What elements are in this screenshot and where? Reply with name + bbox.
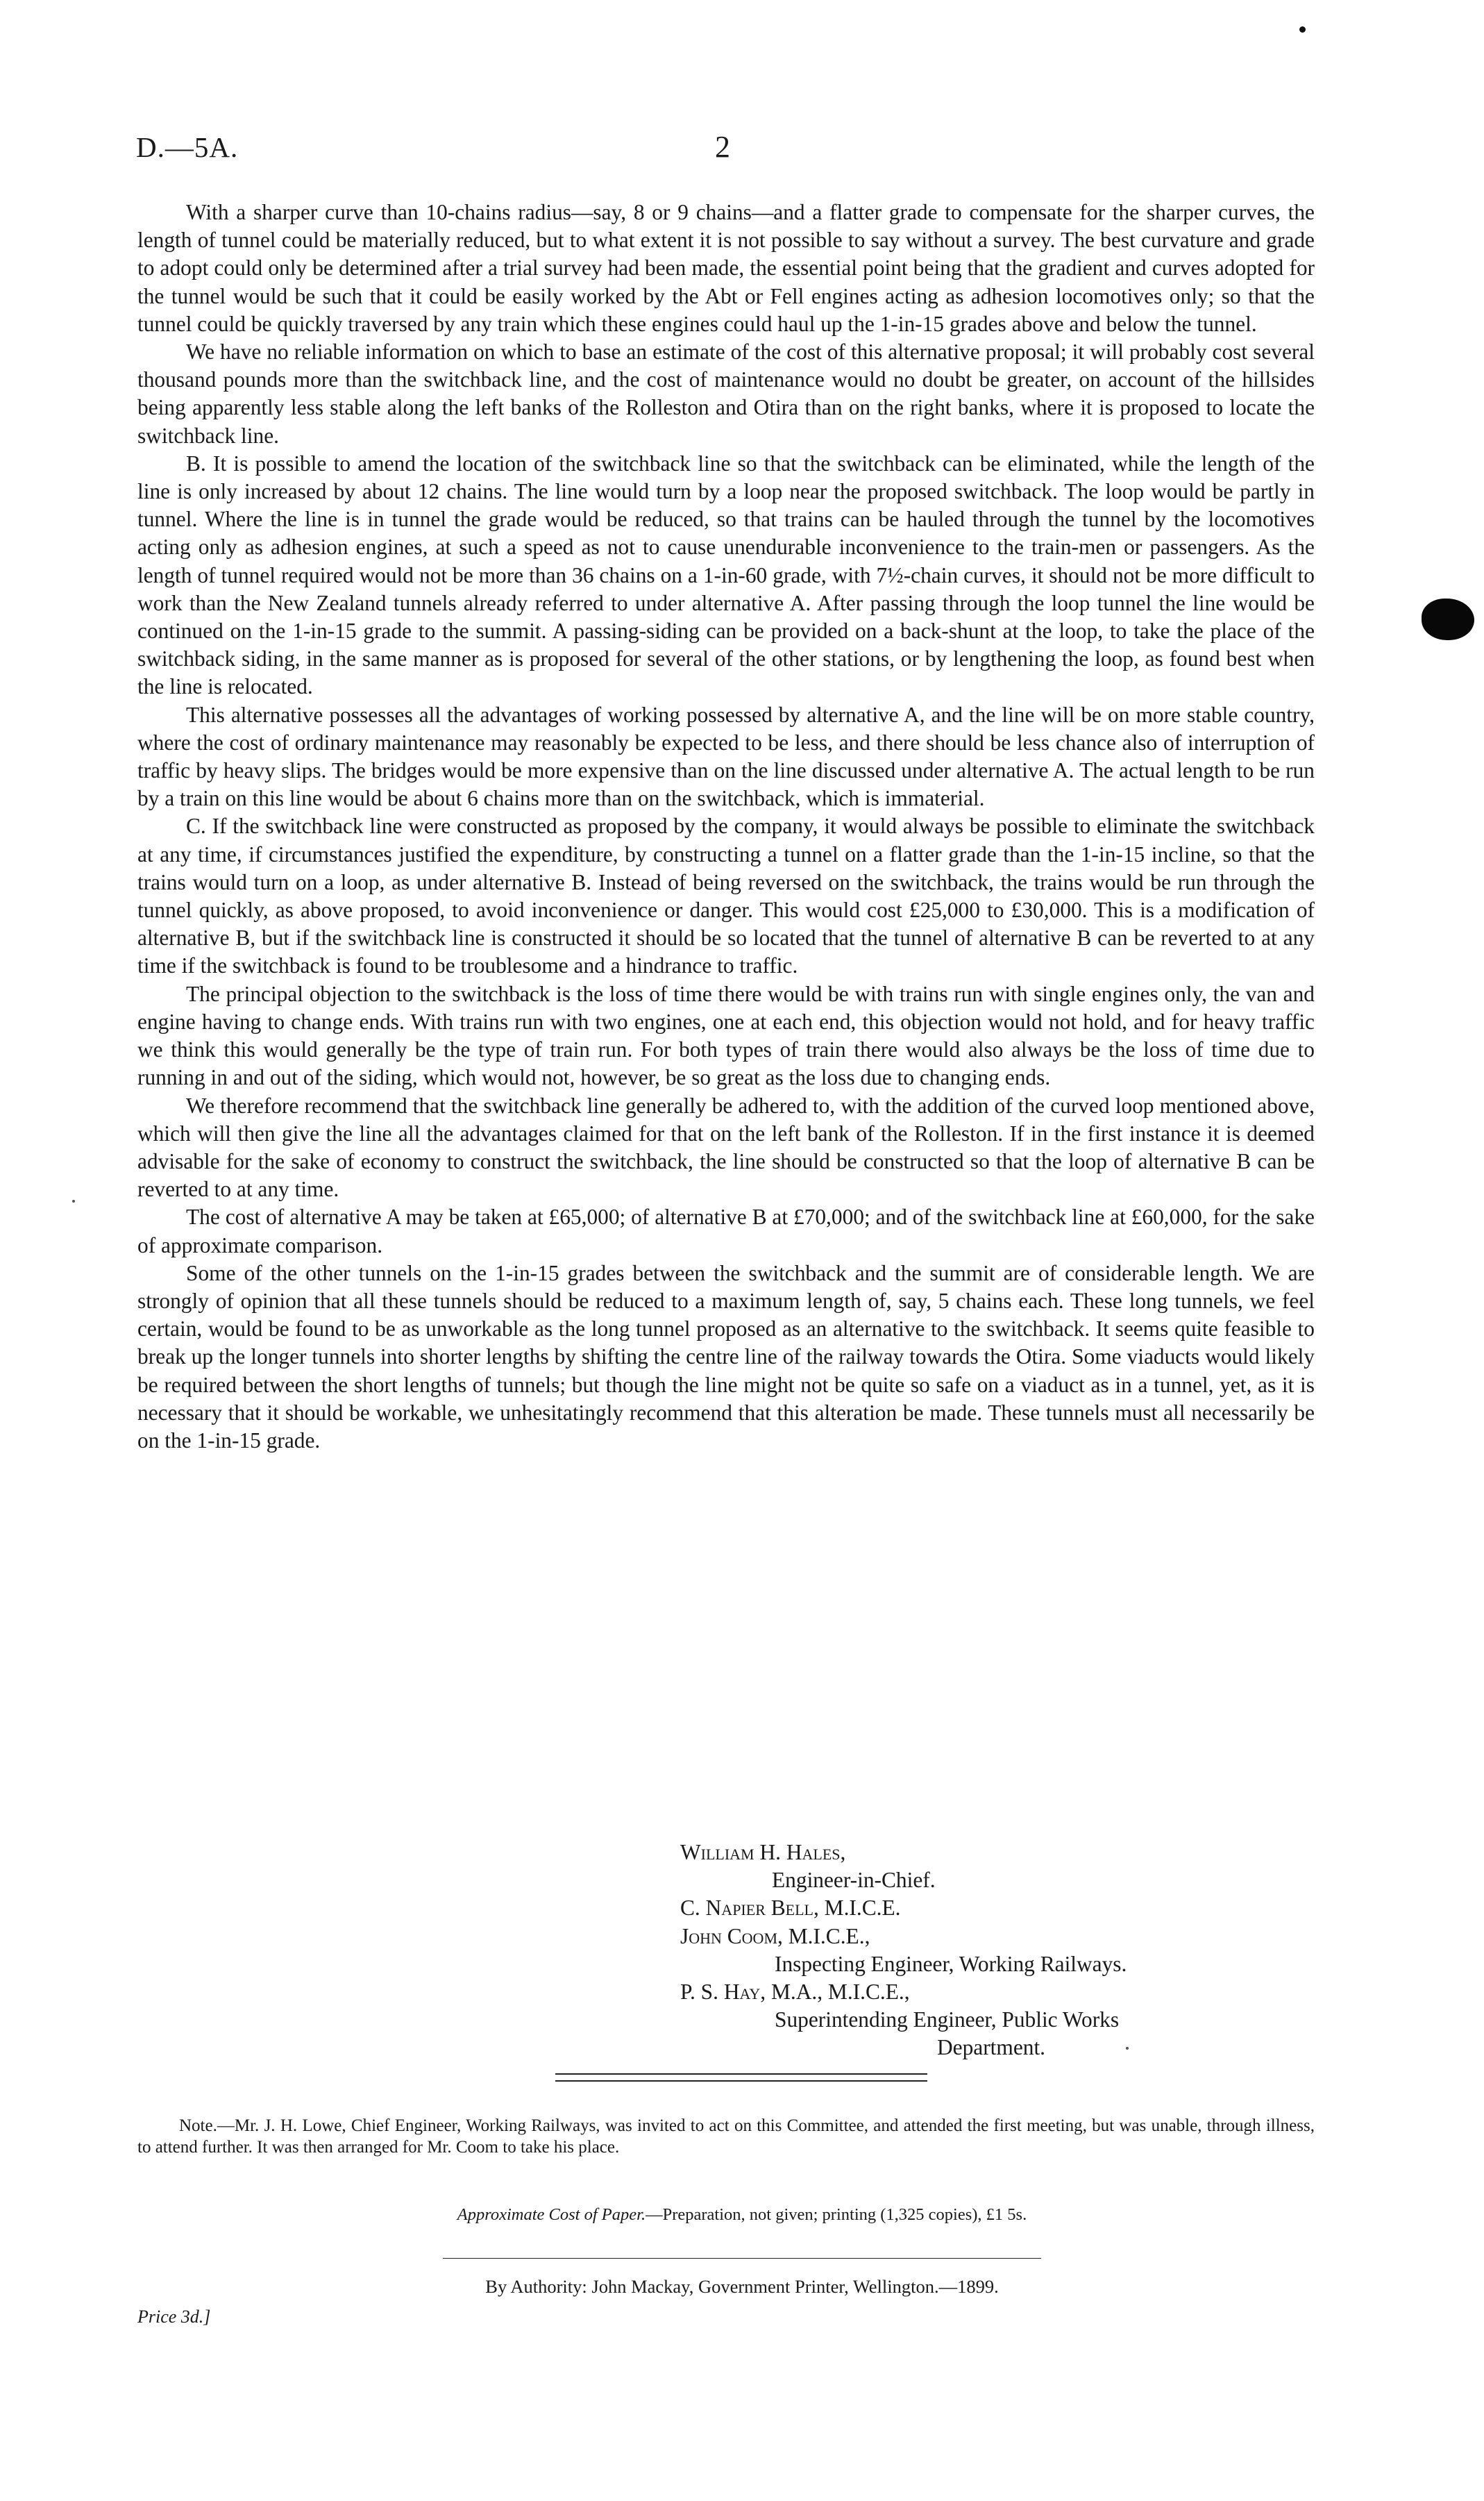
signatory-hay-title: Superintending Engineer, Public Works (775, 2007, 1120, 2032)
printer-authority: By Authority: John Mackay, Government Printer, Wellington.—1899. (485, 2276, 999, 2297)
paragraph-cost-comparison: The cost of alternative A may be taken at £65,000; of alternative B at £70,000; and of the switchback line at £60,000, for the sake of approximate comparison. (137, 1205, 1315, 1257)
signatory-hay-title-cont: Department. (937, 2035, 1046, 2060)
document-reference: D.—5A. (136, 131, 239, 163)
paragraph-sharper-curve: With a sharper curve than 10-chains radius—say, 8 or 9 chains—and a flatter grade to compensate for the sharper curves, the length of tunnel could be materially reduced, but to what extent it is not possible to say without a survey. The best curvature and grade to adopt could only be determined after a trial survey had been made, the essential point being that the gradient and curves adopted for the tunnel would be such that it could be easily worked by the Abt or Fell engines acting as adhesion locomotives only; so that the tunnel could be quickly traversed by any train which these engines could haul up the 1-in-15 grades above and below the tunnel. (137, 200, 1315, 336)
signatory-hales-title: Engineer-in-Chief. (772, 1868, 936, 1893)
signatory-hay: P. S. Hay, M.A., M.I.C.E., (680, 1980, 910, 2005)
paragraph-alternative-c: C. If the switchback line were constructed as proposed by the company, it would always be possible to eliminate the switchback at any time, if circumstances justified the expenditure, by constructing a tunnel on a flatter grade than the 1-in-15 incline, so that the trains would turn on a loop, as under alternative B. Instead of being reversed on the switchback, the trains would be run through the tunnel quickly, as above proposed, to avoid inconvenience or danger. This would cost £25,000 to £30,000. This is a modification of alternative B, but if the switchback line is constructed it should be so located that the tunnel of alternative B can be reverted to at any time if the switchback is found to be troublesome and a hindrance to traffic. (137, 814, 1315, 978)
paragraph-principal-objection: The principal objection to the switchback is the loss of time there would be with trains run with single engines only, the van and engine having to change ends. With trains run with two engines, one at each end, this objection would not hold, and for heavy traffic we think this would generally be the type of train run. For both types of train there would also always be the loss of time due to running in and out of the siding, which would not, however, be so great as the loss due to changing ends. (137, 981, 1315, 1090)
paragraph-other-tunnels: Some of the other tunnels on the 1-in-15 grades between the switchback and the summit are of considerable length. We are strongly of opinion that all these tunnels should be reduced to a maximum length of, say, 5 chains each. These long tunnels, we feel certain, would be found to be as unworkable as the long tunnel proposed as an alternative to the switchback. It seems quite feasible to break up the longer tunnels into shorter lengths by shifting the centre line of the railway towards the Otira. Some viaducts would likely be required between the short lengths of tunnels; but though the line might not be quite so safe on a viaduct as in a tunnel, yet, as it is necessary that it should be workable, we unhesitatingly recommend that this alteration be made. These tunnels must all necessarily be on the 1-in-15 grade. (137, 1260, 1315, 1453)
paragraph-alternative-b-advantages: This alternative possesses all the advantages of working possessed by alternative A, and the line will be on more stable country, where the cost of ordinary maintenance may reasonably be expected to be less, and there should be less chance also of interruption of traffic by heavy slips. The bridges would be more expensive than on the line discussed under alternative A. The actual length to be run by a train on this line would be about 6 chains more than on the switchback, which is immaterial. (137, 702, 1315, 811)
signatory-coom: John Coom, M.I.C.E., (680, 1923, 870, 1948)
committee-note: Note.—Mr. J. H. Lowe, Chief Engineer, Working Railways, was invited to act on this Committee, and attended the first meeting, but was unable, through illness, to attend further. It was then arranged for Mr. Coom to take his place. (137, 2116, 1315, 2157)
paragraph-alternative-b: B. It is possible to amend the location of the switchback line so that the switchback can be eliminated, while the length of the line is only increased by about 12 chains. The line would turn by a loop near the proposed switchback. The loop would be partly in tunnel. Where the line is in tunnel the grade would be reduced, so that trains can be hauled through the tunnel by the locomotives acting only as adhesion engines, at such a speed as not to cause unendurable inconvenience to the train-men or passengers. As the length of tunnel required would not be more than 36 chains on a 1-in-60 grade, with 7½-chain curves, it should not be more difficult to work than the New Zealand tunnels already referred to under alternative A. After passing through the loop tunnel the line would be continued on the 1-in-15 grade to the summit. A passing-siding can be provided on a back-shunt at the loop, to take the place of the switchback siding, in the same manner as is proposed for several of the other stations, or by lengthening the loop, as found best when the line is relocated. (137, 451, 1315, 699)
printing-speck (1299, 26, 1306, 33)
margin-speck (72, 1200, 75, 1203)
margin-speck (1126, 2047, 1129, 2050)
signatory-coom-title: Inspecting Engineer, Working Railways. (775, 1951, 1127, 1976)
signatory-bell: C. Napier Bell, M.I.C.E. (680, 1896, 901, 1921)
paragraph-no-reliable-information: We have no reliable information on which to base an estimate of the cost of this alternative proposal; it will probably cost several thousand pounds more than the switchback line, and the cost of maintenance would no doubt be greater, on account of the hillsides being apparently less stable along the left banks of the Rolleston and Otira than on the right banks, where it is proposed to locate the switchback line. (137, 340, 1315, 448)
divider-authority (443, 2258, 1041, 2259)
cost-of-paper-text: —Preparation, not given; printing (1,325 copies), £1 5s. (646, 2205, 1027, 2224)
paragraph-recommendation: We therefore recommend that the switchback line generally be adhered to, with the addition of the curved loop mentioned above, which will then give the line all the advantages claimed for that on the left bank of the Rolleston. If in the first instance it is deemed advisable for the sake of economy to construct the switchback, the line should be constructed so that the loop of alternative B can be reverted to at any time. (137, 1093, 1315, 1202)
cost-of-paper-label: Approximate Cost of Paper. (457, 2205, 646, 2224)
cost-of-paper (0, 2205, 1484, 2225)
divider-top (555, 2073, 927, 2075)
price: Price 3d.] (137, 2307, 211, 2327)
ink-blot (1422, 599, 1474, 640)
divider-bottom (555, 2080, 927, 2082)
page-number: 2 (715, 130, 730, 164)
signature-block (680, 1839, 1127, 2062)
report-body (137, 199, 1315, 1455)
signatory-hales: William H. Hales, (680, 1840, 846, 1864)
